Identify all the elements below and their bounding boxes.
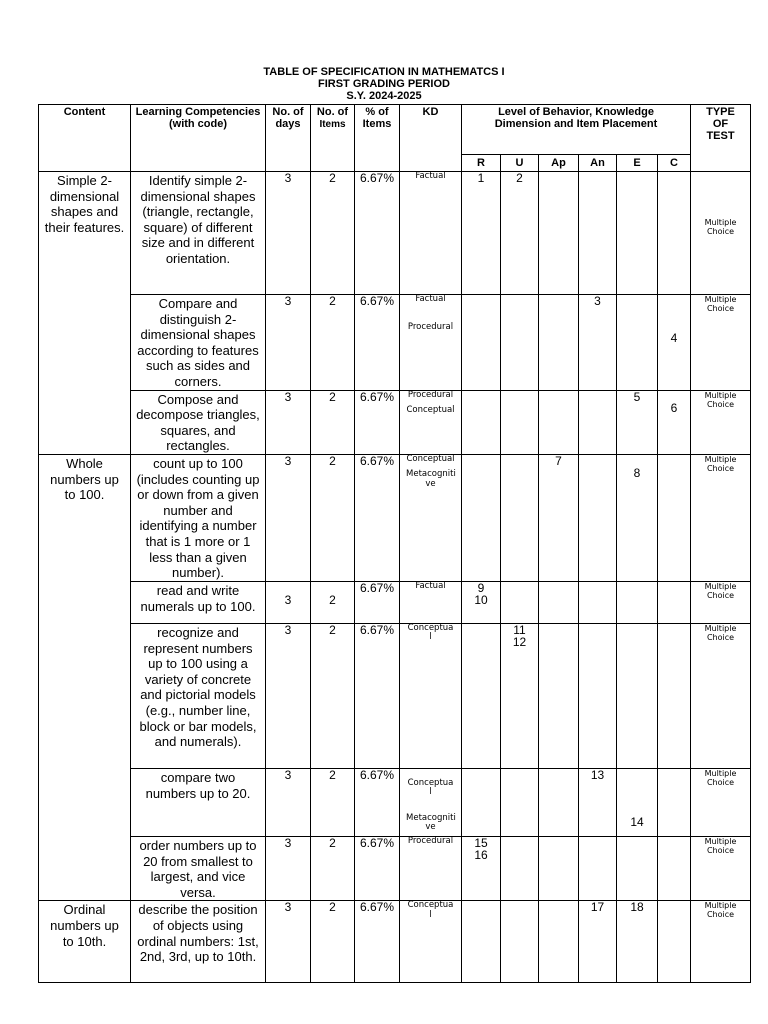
- level-header-ap: Ap: [539, 155, 579, 172]
- placement-c: [658, 390, 691, 454]
- percent-cell: 6.67%: [355, 581, 400, 623]
- item-number: 15: [474, 835, 488, 850]
- competency-cell: count up to 100 (includes counting up or down from a given number and identifying a number that is 1 more or 1 less than a given number).: [131, 454, 266, 581]
- document-header: [0, 66, 768, 102]
- placement-e: [617, 581, 658, 623]
- kd-label: Metacogniti ve: [406, 469, 456, 489]
- kd-cell: [400, 581, 462, 623]
- item-number: 18: [630, 900, 644, 915]
- table-row: [39, 901, 751, 983]
- item-number: 7: [555, 453, 562, 468]
- placement-an: [579, 454, 617, 581]
- kd-label: Conceptua l: [407, 622, 454, 643]
- days-cell: 3: [266, 454, 311, 581]
- placement-e: [617, 454, 658, 581]
- table-row: [39, 390, 751, 454]
- placement-c: [658, 623, 691, 768]
- competency-cell: compare two numbers up to 20.: [131, 768, 266, 836]
- placement-r: [462, 901, 501, 983]
- placement-ap: [539, 172, 579, 295]
- placement-ap: [539, 768, 579, 836]
- specification-table: [38, 104, 751, 983]
- placement-c: [658, 581, 691, 623]
- competency-cell: Compose and decompose triangles, squares, and rectangles.: [131, 390, 266, 454]
- kd-cell: [400, 836, 462, 900]
- items-cell: 2: [311, 454, 355, 581]
- items-cell: 2: [311, 390, 355, 454]
- kd-label: Procedural: [407, 835, 454, 846]
- kd-label: Conceptua l: [407, 900, 454, 920]
- placement-e: [617, 172, 658, 295]
- table-row: [39, 172, 751, 295]
- content-cell: Whole numbers up to 100.: [39, 454, 131, 900]
- placement-ap: [539, 623, 579, 768]
- placement-an: [579, 581, 617, 623]
- item-number: 1: [477, 171, 485, 185]
- placement-e: [617, 768, 658, 836]
- item-number: 6: [670, 400, 678, 415]
- kd-label: Factual: [415, 294, 446, 304]
- level-header-e: E: [617, 155, 658, 172]
- competency-cell: read and write numerals up to 100.: [131, 581, 266, 623]
- kd-label: Factual: [415, 580, 446, 591]
- items-cell: 2: [311, 768, 355, 836]
- test-type-cell: Multiple Choice: [691, 454, 751, 581]
- placement-c: [658, 454, 691, 581]
- item-number: 17: [590, 900, 605, 915]
- kd-cell: [400, 623, 462, 768]
- competency-cell: Identify simple 2-dimensional shapes (triangle, rectangle, square) of different size and in different orientation.: [131, 172, 266, 295]
- items-cell: 2: [311, 581, 355, 623]
- placement-u: [501, 623, 539, 768]
- placement-e: [617, 901, 658, 983]
- kd-label: Procedural: [407, 389, 454, 400]
- percent-cell: 6.67%: [355, 901, 400, 983]
- content-cell: Ordinal numbers up to 10th.: [39, 901, 131, 983]
- level-header-r: R: [462, 155, 501, 172]
- competency-cell: order numbers up to 20 from smallest to largest, and vice versa.: [131, 836, 266, 900]
- placement-r: [462, 623, 501, 768]
- placement-an: [579, 390, 617, 454]
- placement-c: [658, 901, 691, 983]
- item-number: 2: [516, 171, 523, 185]
- item-number: 5: [633, 389, 641, 404]
- item-number: 4: [670, 331, 678, 345]
- test-type-cell: Multiple Choice: [691, 623, 751, 768]
- grading-period: FIRST GRADING PERIOD: [317, 78, 450, 90]
- placement-r: [462, 390, 501, 454]
- table-row: [39, 581, 751, 623]
- percent-cell: 6.67%: [355, 390, 400, 454]
- days-cell: 3: [266, 295, 311, 391]
- table-row: [39, 295, 751, 391]
- items-cell: 2: [311, 836, 355, 900]
- placement-r: [462, 172, 501, 295]
- col-header-level: [462, 105, 691, 155]
- placement-an: [579, 768, 617, 836]
- level-header-u: U: [501, 155, 539, 172]
- kd-cell: [400, 901, 462, 983]
- placement-r: [462, 581, 501, 623]
- placement-an: [579, 172, 617, 295]
- days-cell: 3: [266, 581, 311, 623]
- days-cell: 3: [266, 768, 311, 836]
- table-row: [39, 454, 751, 581]
- document-title: TABLE OF SPECIFICATION IN MATHEMATCS I: [263, 66, 505, 78]
- competency-cell: describe the position of objects using ordinal numbers: 1st, 2nd, 3rd, up to 10th.: [131, 901, 266, 983]
- col-header-content: Content: [39, 105, 131, 172]
- kd-label: Metacogniti ve: [406, 812, 456, 833]
- col-header-type: TYPE OF TEST: [691, 105, 751, 172]
- kd-cell: [400, 454, 462, 581]
- school-year: S.Y. 2024-2025: [346, 90, 422, 102]
- items-cell: 2: [311, 295, 355, 391]
- kd-label: Conceptual: [406, 453, 455, 464]
- placement-ap: [539, 901, 579, 983]
- days-cell: 3: [266, 836, 311, 900]
- item-number: 16: [474, 847, 488, 862]
- table-row: [39, 623, 751, 768]
- content-cell: Simple 2-dimensional shapes and their features.: [39, 172, 131, 455]
- items-cell: 2: [311, 901, 355, 983]
- kd-cell: [400, 295, 462, 391]
- percent-cell: 6.67%: [355, 454, 400, 581]
- test-type-cell: Multiple Choice: [691, 172, 751, 295]
- placement-e: [617, 623, 658, 768]
- col-header-competencies: Learning Competencies (with code): [131, 105, 266, 172]
- kd-label: Conceptual: [406, 405, 455, 416]
- placement-an: [579, 901, 617, 983]
- placement-e: [617, 295, 658, 391]
- percent-cell: 6.67%: [355, 623, 400, 768]
- placement-an: [579, 623, 617, 768]
- table-row: [39, 768, 751, 836]
- items-cell: 2: [311, 623, 355, 768]
- col-header-items: [311, 105, 355, 172]
- placement-e: [617, 836, 658, 900]
- competency-cell: recognize and represent numbers up to 100 using a variety of concrete and pictorial models (e.g., number line, block or bar models, and numerals).: [131, 623, 266, 768]
- placement-u: [501, 901, 539, 983]
- col-header-items-no: No. of: [316, 106, 349, 118]
- col-header-level-text: Level of Behavior, Knowledge Dimension and Item Placement: [494, 106, 658, 130]
- placement-ap: [539, 390, 579, 454]
- percent-cell: 6.67%: [355, 836, 400, 900]
- level-header-an: An: [579, 155, 617, 172]
- item-number: 12: [512, 634, 527, 649]
- kd-cell: [400, 768, 462, 836]
- test-type-cell: Multiple Choice: [691, 295, 751, 391]
- item-number: 13: [590, 767, 605, 782]
- placement-an: [579, 836, 617, 900]
- placement-u: [501, 172, 539, 295]
- item-number: 8: [633, 465, 641, 480]
- placement-c: [658, 295, 691, 391]
- placement-u: [501, 836, 539, 900]
- percent-cell: 6.67%: [355, 295, 400, 391]
- days-cell: 3: [266, 390, 311, 454]
- col-header-kd: KD: [400, 105, 462, 172]
- placement-ap: [539, 454, 579, 581]
- level-header-c: C: [658, 155, 691, 172]
- placement-r: [462, 454, 501, 581]
- test-type-cell: Multiple Choice: [691, 901, 751, 983]
- placement-u: [501, 581, 539, 623]
- placement-r: [462, 295, 501, 391]
- test-type-cell: Multiple Choice: [691, 836, 751, 900]
- items-cell: 2: [311, 172, 355, 295]
- percent-cell: 6.67%: [355, 172, 400, 295]
- kd-cell: [400, 172, 462, 295]
- item-number: 3: [594, 294, 601, 308]
- col-header-days: No. of days: [266, 105, 311, 172]
- placement-ap: [539, 836, 579, 900]
- placement-e: [617, 390, 658, 454]
- col-header-percent: % of Items: [355, 105, 400, 172]
- table-body: [39, 172, 751, 983]
- placement-c: [658, 768, 691, 836]
- placement-c: [658, 836, 691, 900]
- test-type-cell: Multiple Choice: [691, 768, 751, 836]
- placement-ap: [539, 295, 579, 391]
- days-cell: 3: [266, 172, 311, 295]
- placement-u: [501, 295, 539, 391]
- kd-cell: [400, 390, 462, 454]
- table-row: [39, 836, 751, 900]
- test-type-cell: Multiple Choice: [691, 390, 751, 454]
- placement-r: [462, 836, 501, 900]
- placement-c: [658, 172, 691, 295]
- days-cell: 3: [266, 901, 311, 983]
- item-number: 9: [477, 580, 485, 595]
- col-header-items-word: Items: [319, 119, 346, 130]
- placement-u: [501, 390, 539, 454]
- kd-label: Factual: [415, 171, 446, 181]
- item-number: 11: [513, 622, 526, 637]
- kd-label: Conceptua l: [407, 777, 454, 798]
- item-number: 10: [474, 592, 488, 607]
- placement-r: [462, 768, 501, 836]
- placement-ap: [539, 581, 579, 623]
- placement-an: [579, 295, 617, 391]
- item-number: 14: [630, 814, 644, 829]
- test-type-cell: Multiple Choice: [691, 581, 751, 623]
- placement-u: [501, 454, 539, 581]
- percent-cell: 6.67%: [355, 768, 400, 836]
- placement-u: [501, 768, 539, 836]
- kd-label: Procedural: [407, 321, 454, 332]
- days-cell: 3: [266, 623, 311, 768]
- competency-cell: Compare and distinguish 2-dimensional shapes according to features such as sides and corners.: [131, 295, 266, 391]
